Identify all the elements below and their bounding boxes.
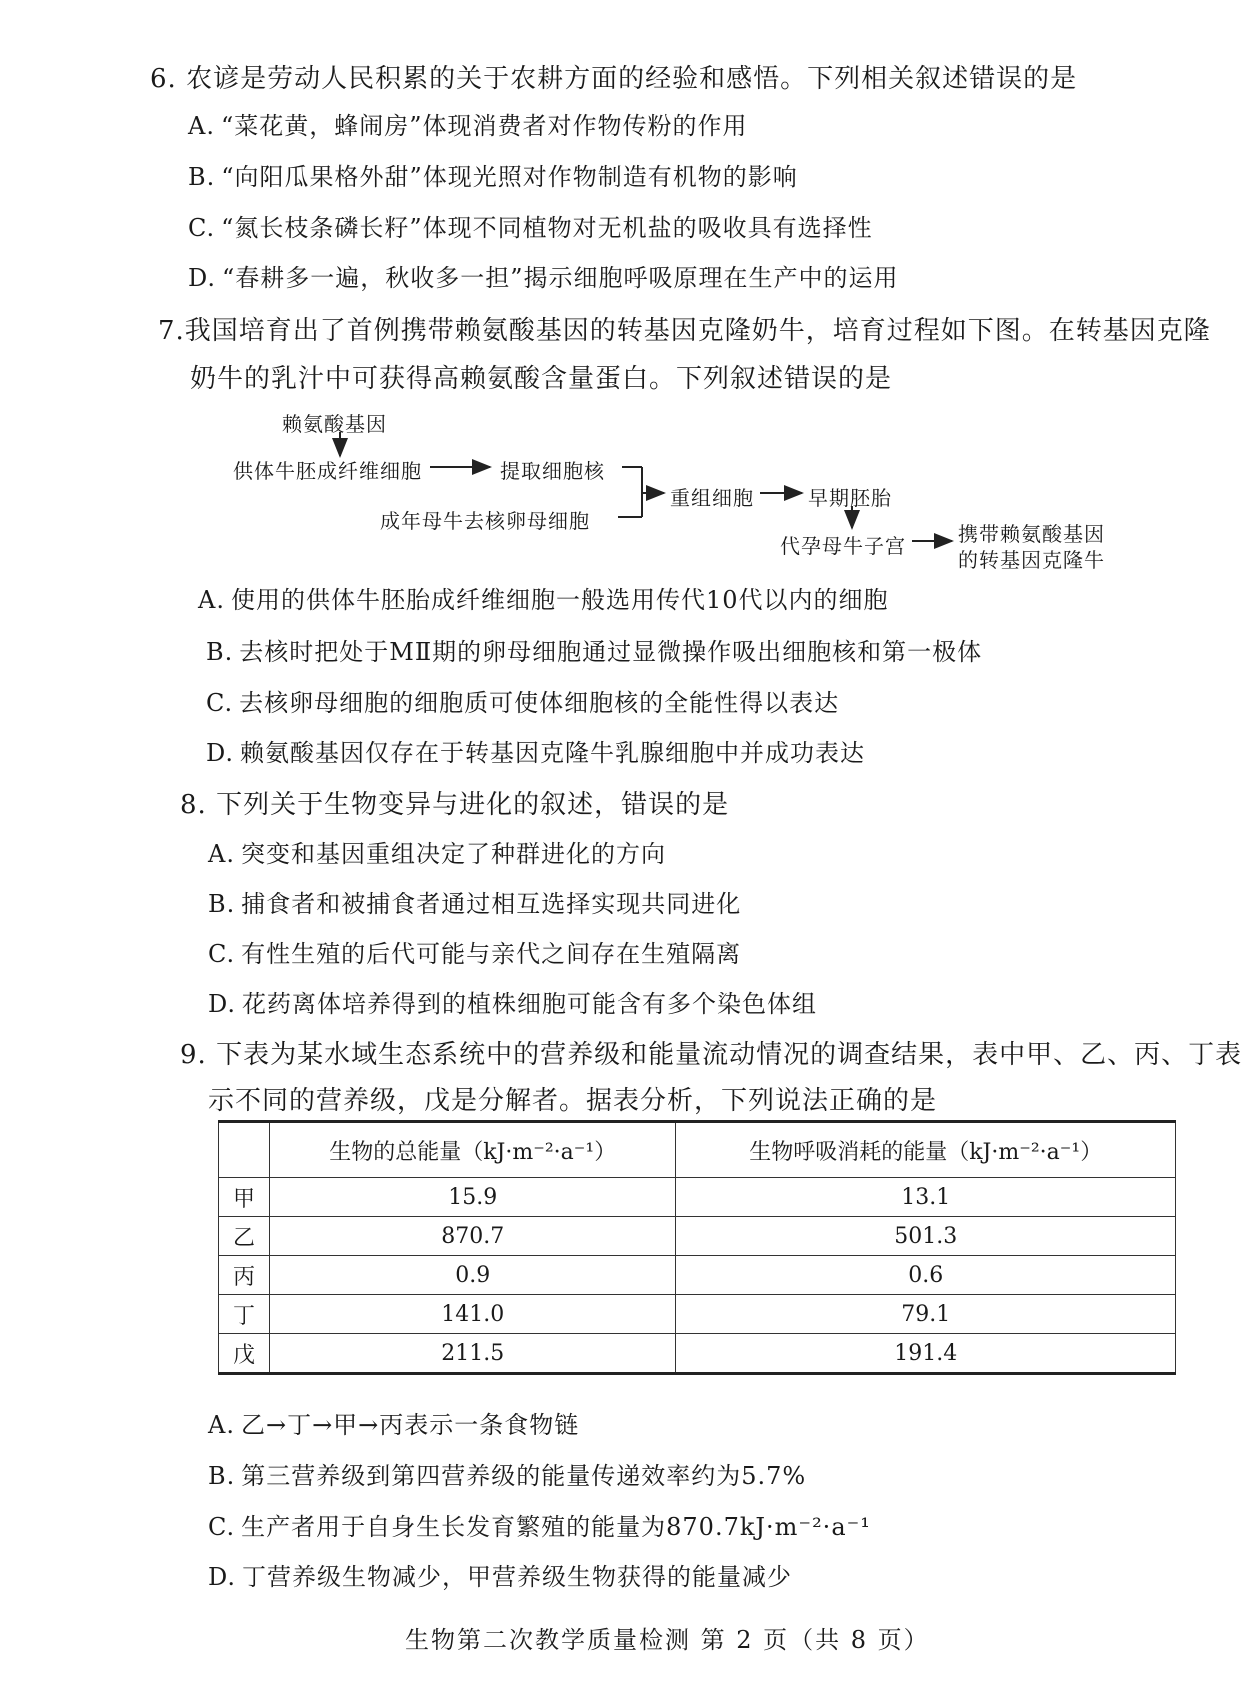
diagram-oocyte: 成年母牛去核卵母细胞 xyxy=(380,509,590,533)
row-label: 甲 xyxy=(219,1178,270,1217)
row-label: 丙 xyxy=(219,1256,270,1295)
diagram-surrogate-uterus: 代孕母牛子宫 xyxy=(780,534,906,558)
diagram-donor-cell: 供体牛胚成纤维细胞 xyxy=(233,459,422,483)
row-label: 乙 xyxy=(219,1217,270,1256)
table-row xyxy=(219,1256,1176,1295)
diagram-gene: 赖氨酸基因 xyxy=(282,412,387,436)
option-text: 乙→丁→甲→丙表示一条食物链 xyxy=(240,1411,580,1439)
option-label: B. xyxy=(208,1462,236,1490)
table-row xyxy=(219,1295,1176,1334)
q8-stem: 8. 下列关于生物变异与进化的叙述，错误的是 xyxy=(180,790,730,820)
option-text: “向阳瓜果格外甜”体现光照对作物制造有机物的影响 xyxy=(221,163,798,191)
option-text: 赖氨酸基因仅存在于转基因克隆牛乳腺细胞中并成功表达 xyxy=(240,739,866,767)
q7-option-c xyxy=(206,683,839,718)
diagram-result-line1: 携带赖氨酸基因 xyxy=(958,522,1105,546)
option-text: 使用的供体牛胚胎成纤维细胞一般选用传代10代以内的细胞 xyxy=(230,586,889,614)
q8-option-d xyxy=(208,984,817,1019)
option-text: 花药离体培养得到的植株细胞可能含有多个染色体组 xyxy=(242,990,818,1018)
q7-stem-line1: 7.我国培育出了首例携带赖氨酸基因的转基因克隆奶牛，培育过程如下图。在转基因克隆 xyxy=(158,316,1211,346)
option-text: “氮长枝条磷长籽”体现不同植物对无机盐的吸收具有选择性 xyxy=(221,214,873,242)
option-label: D. xyxy=(208,1563,237,1591)
option-label: C. xyxy=(208,1513,236,1541)
q8-option-b xyxy=(208,884,741,919)
total-energy-cell: 15.9 xyxy=(270,1178,676,1217)
option-text: 捕食者和被捕食者通过相互选择实现共同进化 xyxy=(241,890,742,918)
q9-stem-line2: 示不同的营养级，戊是分解者。据表分析，下列说法正确的是 xyxy=(208,1086,938,1116)
option-text: 有性生殖的后代可能与亲代之间存在生殖隔离 xyxy=(241,940,742,968)
respiration-energy-cell: 191.4 xyxy=(676,1334,1176,1374)
option-label: C. xyxy=(206,689,234,717)
option-label: A. xyxy=(198,586,225,614)
diagram-early-embryo: 早期胚胎 xyxy=(808,486,892,510)
row-label: 丁 xyxy=(219,1295,270,1334)
table-header-corner xyxy=(219,1122,270,1178)
q9-option-d xyxy=(208,1557,792,1592)
table-row xyxy=(219,1334,1176,1374)
table-header-total-energy: 生物的总能量（kJ·m⁻²·a⁻¹） xyxy=(270,1122,676,1178)
q9-stem-line1: 9. 下表为某水域生态系统中的营养级和能量流动情况的调查结果，表中甲、乙、丙、丁表 xyxy=(180,1040,1243,1070)
option-label: A. xyxy=(208,1411,235,1439)
respiration-energy-cell: 0.6 xyxy=(676,1256,1176,1295)
option-label: B. xyxy=(188,163,216,191)
option-text: 去核卵母细胞的细胞质可使体细胞核的全能性得以表达 xyxy=(239,689,840,717)
respiration-energy-cell: 79.1 xyxy=(676,1295,1176,1334)
diagram-recombinant-cell: 重组细胞 xyxy=(670,486,754,510)
diagram-extract-nucleus: 提取细胞核 xyxy=(500,459,605,483)
total-energy-cell: 0.9 xyxy=(270,1256,676,1295)
q8-option-c xyxy=(208,934,741,969)
q6-option-c xyxy=(188,208,873,243)
option-label: D. xyxy=(206,739,235,767)
q7-option-b xyxy=(206,632,982,667)
q6-option-d xyxy=(188,258,899,293)
row-label: 戊 xyxy=(219,1334,270,1374)
table-header-row xyxy=(219,1122,1176,1178)
option-label: D. xyxy=(188,264,217,292)
q6-option-b xyxy=(188,157,798,192)
q8-option-a xyxy=(208,834,666,869)
option-label: D. xyxy=(208,990,237,1018)
respiration-energy-cell: 501.3 xyxy=(676,1217,1176,1256)
q7-option-d xyxy=(206,733,865,768)
table-header-respiration-energy: 生物呼吸消耗的能量（kJ·m⁻²·a⁻¹） xyxy=(676,1122,1176,1178)
option-text: 第三营养级到第四营养级的能量传递效率约为5.7% xyxy=(241,1462,807,1490)
total-energy-cell: 870.7 xyxy=(270,1217,676,1256)
option-label: C. xyxy=(208,940,236,968)
option-text: “菜花黄，蜂闹房”体现消费者对作物传粉的作用 xyxy=(220,112,748,140)
respiration-energy-cell: 13.1 xyxy=(676,1178,1176,1217)
total-energy-cell: 141.0 xyxy=(270,1295,676,1334)
page-footer: 生物第二次教学质量检测 第 2 页（共 8 页） xyxy=(405,1626,930,1654)
q6-stem: 6. 农谚是劳动人民积累的关于农耕方面的经验和感悟。下列相关叙述错误的是 xyxy=(150,64,1078,94)
table-row xyxy=(219,1217,1176,1256)
option-text: 突变和基因重组决定了种群进化的方向 xyxy=(240,840,666,868)
option-label: C. xyxy=(188,214,216,242)
q6-option-a xyxy=(188,106,748,141)
option-label: A. xyxy=(188,112,215,140)
option-label: B. xyxy=(206,638,234,666)
energy-table xyxy=(218,1120,1176,1375)
diagram-result-line2: 的转基因克隆牛 xyxy=(958,548,1105,572)
option-text: 生产者用于自身生长发育繁殖的能量为870.7kJ·m⁻²·a⁻¹ xyxy=(241,1513,871,1541)
q7-option-a xyxy=(198,580,889,615)
option-text: “春耕多一遍，秋收多一担”揭示细胞呼吸原理在生产中的运用 xyxy=(222,264,899,292)
q9-option-c xyxy=(208,1507,871,1542)
option-text: 去核时把处于MⅡ期的卵母细胞通过显微操作吸出细胞核和第一极体 xyxy=(239,638,983,666)
option-text: 丁营养级生物减少，甲营养级生物获得的能量减少 xyxy=(242,1563,793,1591)
q9-option-a xyxy=(208,1405,579,1440)
option-label: A. xyxy=(208,840,235,868)
total-energy-cell: 211.5 xyxy=(270,1334,676,1374)
q9-option-b xyxy=(208,1456,806,1491)
table-row xyxy=(219,1178,1176,1217)
option-label: B. xyxy=(208,890,236,918)
q7-stem-line2: 奶牛的乳汁中可获得高赖氨酸含量蛋白。下列叙述错误的是 xyxy=(190,364,893,394)
